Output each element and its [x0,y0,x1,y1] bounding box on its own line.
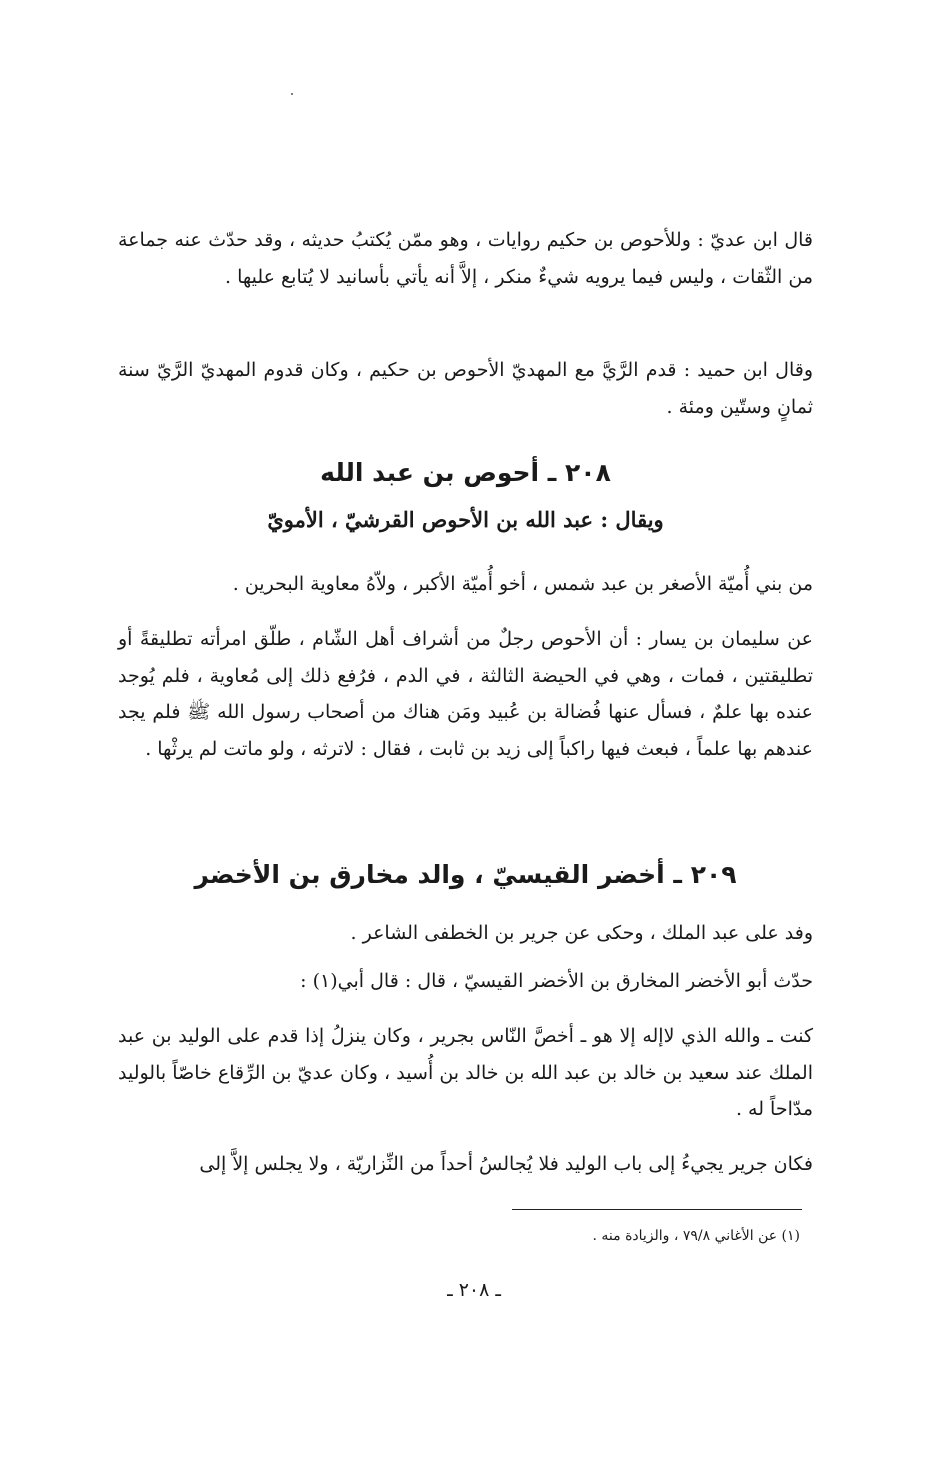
footnote-divider [512,1209,802,1210]
entry-subheading-208: ويقال : عبد الله بن الأحوص القرشيّ ، الأمويّ [267,507,664,532]
paragraph-fakana-jarir: فكان جرير يجيءُ إلى باب الوليد فلا يُجالسُ أحداً من النِّزاريّة ، ولا يجلس إلاَّ إلى [199,1153,813,1175]
paragraph-kuntu: كنت ـ والله الذي لاإله إلا هو ـ أخصَّ النّاس بجرير ، وكان ينزلُ إذا قدم على الوليد بن عبد الملك عند سعيد بن خالد بن عبد الله بن خالد بن أُسيد ، وكان عديّ بن الرِّقاع خاصّاً بالوليد مدّاحاً له . [118,1025,813,1120]
paragraph-bani-umayya: من بني أُميّة الأصغر بن عبد شمس ، أخو أُميّة الأكبر ، ولاّهُ معاوية البحرين . [232,573,813,595]
page-number: ـ ٢٠٨ ـ [447,1279,501,1301]
paragraph-sulayman-bin-yasar: عن سليمان بن يسار : أن الأحوص رجلٌ من أشراف أهل الشّام ، طلّق امرأته تطليقةً أو تطليقتين ، فمات ، وهي في الحيضة الثالثة ، في الدم ، فرُفع ذلك إلى مُعاوية ، فلم يُوجد عنده بها علمٌ ، فسأل عنها فُضالة بن عُبيد ومَن هناك من أصحاب رسول الله ﷺ فلم يجد عندهم بها علماً ، فبعث فيها راكباً إلى زيد بن ثابت ، فقال : لاترثه ، ولو ماتت لم يرثْها . [118,628,813,760]
footnote: (١) عن الأغاني ٧٩/٨ ، والزيادة منه . [592,1228,800,1244]
entry-heading-209: ٢٠٩ ـ أخضر القيسيّ ، والد مخارق بن الأخضر [194,860,737,889]
scan-speck [291,93,293,95]
paragraph-ibn-humayd: وقال ابن حميد : قدم الرَّيَّ مع المهديّ الأحوص بن حكيم ، وكان قدوم المهديّ الرَّيّ سنة ثمانٍ وستّين ومئة . [118,359,813,418]
paragraph-haddatha: حدّث أبو الأخضر المخارق بن الأخضر القيسيّ ، قال : قال أبي(١) : [300,970,813,992]
paragraph-ibn-adi: قال ابن عديّ : وللأحوص بن حكيم روايات ، وهو ممّن يُكتبُ حديثه ، وقد حدّث عنه جماعة من الثّقات ، وليس فيما يرويه شيءٌ منكر ، إلاَّ أنه يأتي بأسانيد لا يُتابع عليها . [118,229,813,288]
paragraph-wafada: وفد على عبد الملك ، وحكى عن جرير بن الخطفى الشاعر . [350,922,813,944]
entry-heading-208: ٢٠٨ ـ أحوص بن عبد الله [320,458,611,487]
